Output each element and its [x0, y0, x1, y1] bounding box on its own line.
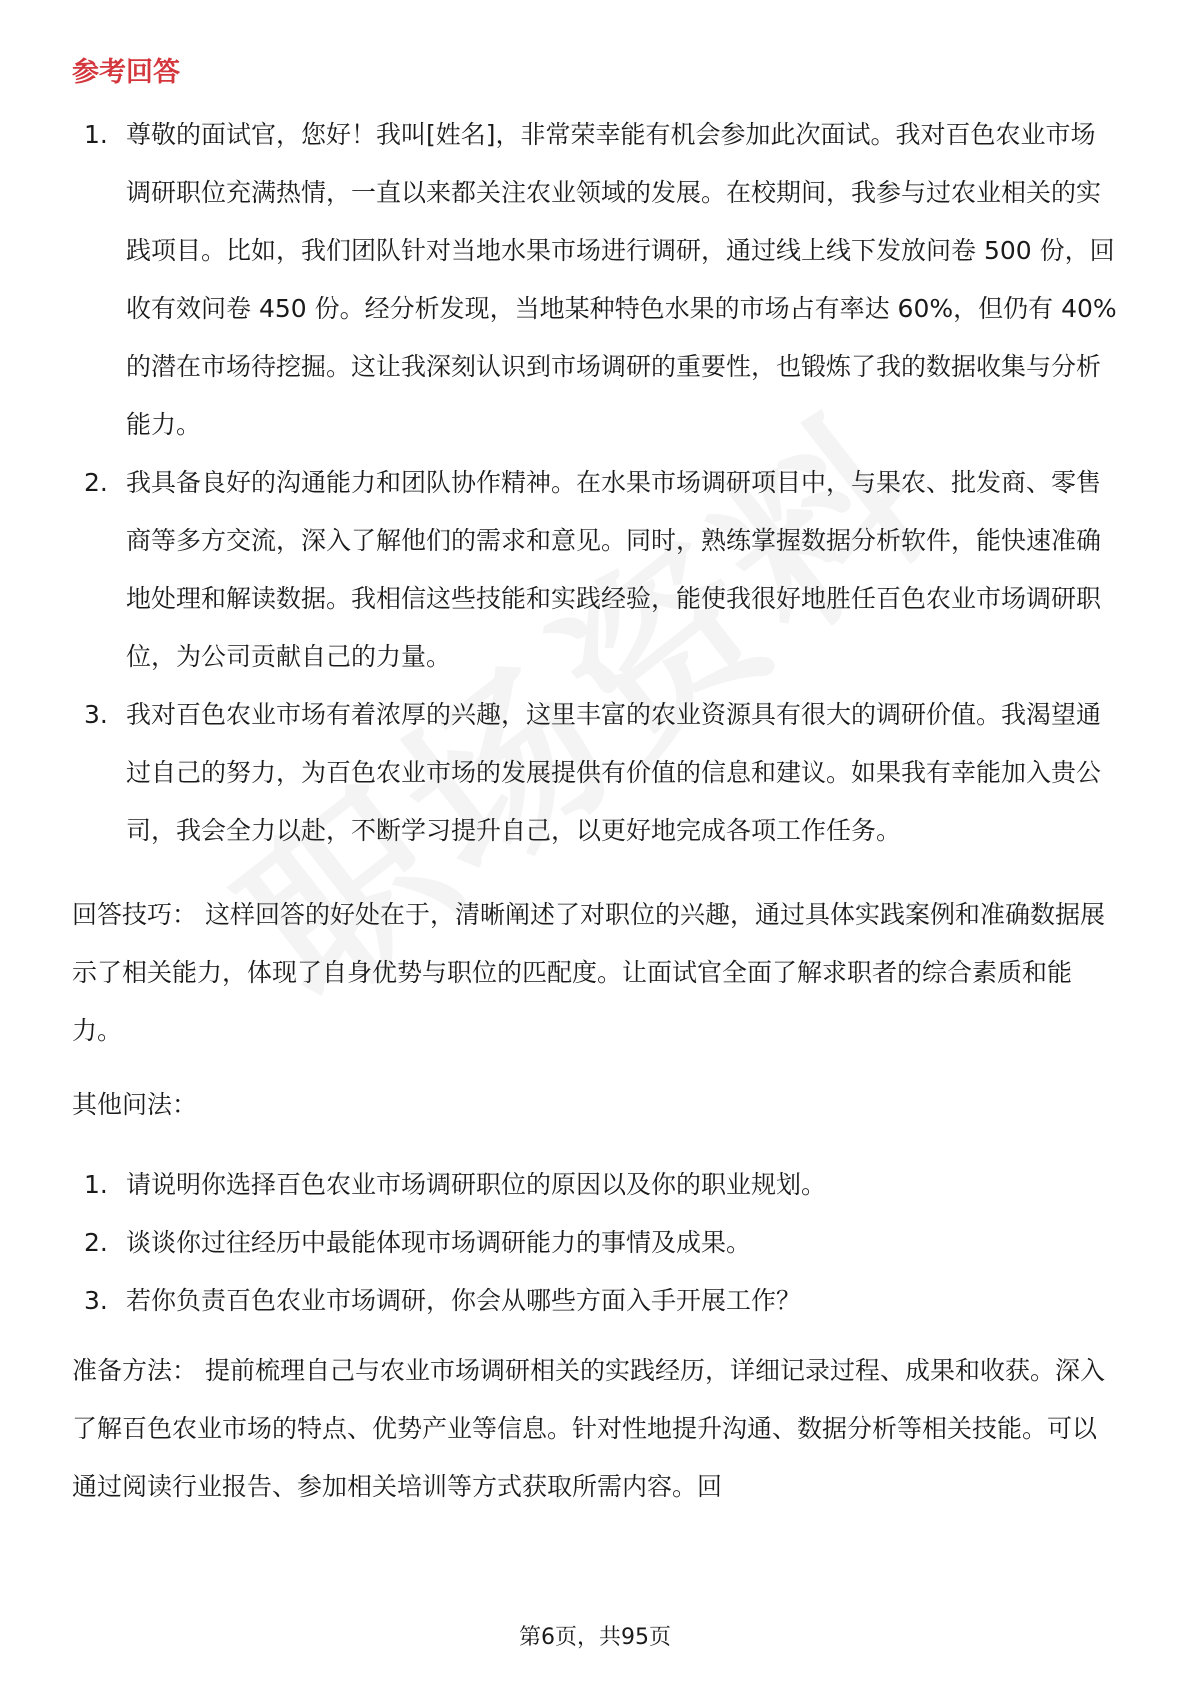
answer-tips-paragraph: 回答技巧： 这样回答的好处在于，清晰阐述了对职位的兴趣，通过具体实践案例和准确数据展示了相关能力，体现了自身优势与职位的匹配度。让面试官全面了解求职者的综合素质和能力。: [72, 900, 1105, 1045]
other-questions-title: 其他问法：: [72, 1090, 198, 1119]
other-questions-list: [72, 1156, 1120, 1330]
list-number: 2.: [84, 1228, 108, 1257]
preparation-paragraph: 准备方法： 提前梳理自己与农业市场调研相关的实践经历，详细记录过程、成果和收获。深入了解百色农业市场的特点、优势产业等信息。针对性地提升沟通、数据分析等相关技能。可以通过阅读行业报告、参加相关培训等方式获取所需内容。回: [72, 1356, 1105, 1501]
list-item: [72, 1214, 1120, 1272]
list-item-text: 尊敬的面试官，您好！我叫[姓名]，非常荣幸能有机会参加此次面试。我对百色农业市场调研职位充满热情，一直以来都关注农业领域的发展。在校期间，我参与过农业相关的实践项目。比如，我们团队针对当地水果市场进行调研，通过线上线下发放问卷 500 份，回收有效问卷 450 份。经分析发现，当地某种特色水果的市场占有率达 60%，但仍有 40%的潜在市场待挖掘。这让我深刻认识到市场调研的重要性，也锻炼了我的数据收集与分析能力。: [126, 120, 1117, 439]
list-item-text: 谈谈你过往经历中最能体现市场调研能力的事情及成果。: [126, 1228, 752, 1257]
answer-list: [72, 106, 1120, 860]
list-item-text: 若你负责百色农业市场调研，你会从哪些方面入手开展工作？: [126, 1286, 802, 1315]
list-item-text: 我具备良好的沟通能力和团队协作精神。在水果市场调研项目中，与果农、批发商、零售商等多方交流，深入了解他们的需求和意见。同时，熟练掌握数据分析软件，能快速准确地处理和解读数据。我相信这些技能和实践经验，能使我很好地胜任百色农业市场调研职位，为公司贡献自己的力量。: [126, 468, 1102, 671]
list-number: 1.: [84, 1170, 108, 1199]
list-item-text: 我对百色农业市场有着浓厚的兴趣，这里丰富的农业资源具有很大的调研价值。我渴望通过自己的努力，为百色农业市场的发展提供有价值的信息和建议。如果我有幸能加入贵公司，我会全力以赴，不断学习提升自己，以更好地完成各项工作任务。: [126, 700, 1102, 845]
page-number: 第6页，共95页: [519, 1625, 671, 1650]
answer-list-block: [72, 106, 1120, 860]
list-number: 3.: [84, 1286, 108, 1315]
list-item: [72, 686, 1120, 860]
list-item-text: 请说明你选择百色农业市场调研职位的原因以及你的职业规划。: [126, 1170, 827, 1199]
list-number: 3.: [84, 700, 108, 729]
section-heading: 参考回答: [72, 57, 180, 88]
list-number: 2.: [84, 468, 108, 497]
list-item: [72, 1272, 1120, 1330]
list-item: [72, 106, 1120, 454]
list-number: 1.: [84, 120, 108, 149]
list-item: [72, 1156, 1120, 1214]
other-questions-block: [72, 1156, 1120, 1330]
list-item: [72, 454, 1120, 686]
